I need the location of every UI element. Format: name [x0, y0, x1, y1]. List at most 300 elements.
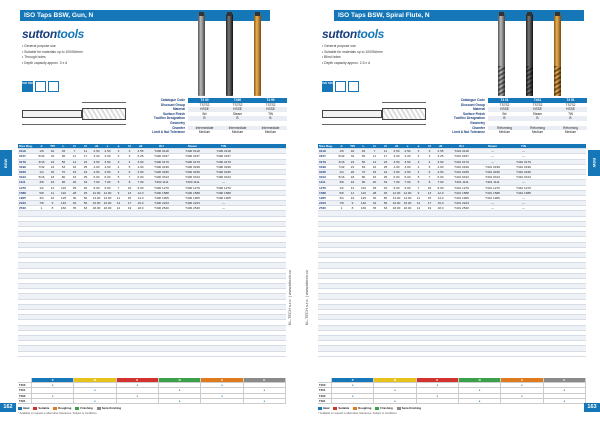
- table-cell: 56: [83, 201, 88, 206]
- size-table: [318, 144, 586, 357]
- spec-label: Discount Group: [460, 102, 485, 107]
- table-cell: 12.00: [403, 190, 412, 195]
- spec-value: HSSE: [188, 107, 221, 112]
- table-cell: 140: [60, 201, 67, 206]
- table-cell: 3: [117, 149, 120, 154]
- table-cell: 2.50: [393, 149, 400, 154]
- material-group-k: K: [417, 378, 459, 382]
- grid-row-label: T490: [18, 394, 32, 398]
- table-cell: —: [221, 206, 226, 211]
- table-header-cell: Steam: [487, 144, 498, 148]
- table-cell: T401 1270: [454, 185, 469, 190]
- table-cell: —: [521, 154, 526, 159]
- spec-value: HSSE: [521, 107, 554, 112]
- table-cell: T490 0179: [216, 159, 231, 164]
- table-cell: 1/8: [39, 149, 44, 154]
- table-cell: 5/8: [39, 190, 44, 195]
- table-cell: 1111: [19, 180, 26, 185]
- table-cell: T400 0236: [185, 169, 200, 174]
- table-cell: 25: [83, 164, 88, 169]
- table-cell: T400 0236: [154, 169, 169, 174]
- table-cell: 16.00: [392, 201, 401, 206]
- table-cell: 5/32: [38, 154, 45, 159]
- grid-cell: [117, 399, 159, 403]
- table-cell: 18.0: [137, 206, 144, 211]
- table-header-cell: Steam: [187, 144, 198, 148]
- table-cell: 7/8: [39, 201, 44, 206]
- grid-cell: [544, 394, 586, 398]
- grid-cell: [374, 394, 416, 398]
- table-cell: 45: [83, 190, 88, 195]
- table-cell: T400 0313: [154, 175, 169, 180]
- table-cell: T400 0118: [185, 149, 200, 154]
- spec-label: Catalogue Code: [460, 98, 485, 102]
- table-cell: 4.50: [137, 169, 144, 174]
- table-cell: —: [221, 201, 226, 206]
- table-cell: —: [490, 206, 495, 211]
- spec-value: B: [488, 116, 521, 121]
- table-cell: 5/16: [38, 175, 45, 180]
- tap-image-bright: [198, 14, 205, 96]
- table-cell: 0199: [319, 164, 326, 169]
- table-header-cell: l1: [373, 144, 376, 148]
- table-cell: 15: [127, 195, 132, 200]
- table-cell: 4: [417, 164, 420, 169]
- table-cell: T491 0236: [516, 169, 531, 174]
- table-cell: 35: [72, 206, 77, 211]
- table-cell: 22: [383, 159, 388, 164]
- table-cell: 3.50: [104, 159, 111, 164]
- table-cell: 10: [350, 195, 355, 200]
- diagram-thread: [382, 108, 426, 120]
- table-cell: 30: [72, 195, 77, 200]
- table-cell: 12.0: [137, 190, 144, 195]
- table-cell: 1/2: [339, 185, 344, 190]
- table-cell: 63: [83, 206, 88, 211]
- table-cell: 7: [428, 175, 431, 180]
- feature-list: [22, 44, 83, 66]
- table-cell: T490 1905: [216, 195, 231, 200]
- table-cell: 25: [83, 175, 88, 180]
- legend-key-label: Suitable: [38, 406, 50, 410]
- table-cell: 18.00: [392, 206, 401, 211]
- table-cell: 7: [417, 185, 420, 190]
- grid-cell: [32, 399, 74, 403]
- spec-value: TS7S2: [499, 102, 510, 107]
- table-cell: 0236: [319, 169, 326, 174]
- legend-key-item: [375, 406, 392, 410]
- table-cell: T400 2540: [185, 206, 200, 211]
- blind-hole-icon: [348, 81, 359, 92]
- table-blank-row: [318, 352, 586, 357]
- table-cell: 12: [416, 201, 421, 206]
- grid-row-label: T491: [18, 399, 32, 403]
- table-cell: 16: [50, 180, 55, 185]
- legend-key-label: Ideal: [23, 406, 30, 410]
- legend-key-item: [333, 406, 349, 410]
- table-cell: 20: [350, 169, 355, 174]
- table-cell: 46: [61, 149, 66, 154]
- table-cell: 40: [350, 149, 355, 154]
- grid-cell: [74, 388, 116, 392]
- spec-value: Medium: [564, 130, 577, 135]
- table-cell: —: [490, 149, 495, 154]
- table-cell: 9: [117, 190, 120, 195]
- table-cell: 4.50: [437, 169, 444, 174]
- table-cell: 9: [417, 190, 420, 195]
- table-cell: 3.60: [137, 159, 144, 164]
- table-cell: T401 1905: [454, 195, 469, 200]
- spec-value: TS7S2: [232, 102, 243, 107]
- table-cell: 2223: [319, 201, 326, 206]
- table-cell: 3.50: [393, 159, 400, 164]
- table-cell: 7/8: [339, 201, 344, 206]
- table-cell: T401 0199: [485, 164, 500, 169]
- table-cell: 6.00: [404, 175, 411, 180]
- table-cell: 16: [72, 164, 77, 169]
- spec-value: Steam: [232, 111, 243, 116]
- table-cell: 3: [117, 159, 120, 164]
- table-cell: 7/32: [338, 164, 345, 169]
- table-cell: 3.50: [93, 159, 100, 164]
- material-group-s: S: [501, 378, 543, 382]
- distributor-url: KL-TECH s.r.o. | www.kltech.cz: [287, 270, 292, 326]
- table-cell: —: [490, 201, 495, 206]
- table-header-cell: d2: [438, 144, 443, 148]
- table-cell: 18: [350, 175, 355, 180]
- table-cell: 63: [361, 164, 366, 169]
- table-cell: 4: [128, 159, 131, 164]
- table-cell: 56: [383, 201, 388, 206]
- table-cell: 3/4: [39, 195, 44, 200]
- table-cell: T400 1905: [154, 195, 169, 200]
- grid-row: [318, 399, 586, 404]
- spec-table: [140, 98, 290, 135]
- spec-value: HSSE: [254, 107, 287, 112]
- feature-item: • General purpose use: [22, 44, 83, 50]
- iso-standard-badge: ISO 529: [22, 81, 33, 92]
- through-hole-icon: [48, 81, 59, 92]
- spec-value: T4 01: [488, 98, 521, 103]
- grid-cell: [501, 399, 543, 403]
- table-cell: 7.00: [104, 180, 111, 185]
- legend-key: [18, 406, 121, 410]
- grid-cell: [201, 388, 243, 392]
- table-cell: T401 1588: [485, 190, 500, 195]
- section-tab: BSW: [588, 150, 600, 176]
- legend-key-label: Semi-finishing: [401, 406, 422, 410]
- table-cell: 125: [60, 195, 67, 200]
- table-cell: T401 0179: [454, 159, 469, 164]
- table-cell: 19: [127, 206, 132, 211]
- table-cell: T400 0199: [154, 164, 169, 169]
- tool-images: [488, 14, 578, 96]
- table-cell: T401 0118: [454, 149, 469, 154]
- spec-value: Medium: [264, 130, 277, 135]
- table-cell: 22: [83, 159, 88, 164]
- grid-cell: [244, 388, 286, 392]
- table-cell: 16.0: [437, 201, 444, 206]
- table-cell: 3: [428, 149, 431, 154]
- table-cell: T401 0313: [485, 175, 500, 180]
- material-group-m: M: [74, 378, 116, 382]
- table-cell: T491 1270: [516, 185, 531, 190]
- thread-form-icon: [335, 81, 346, 92]
- feature-item: • Depth capacity approx. 3 x d: [22, 61, 83, 67]
- tap-dimension-diagram: [22, 98, 130, 130]
- table-cell: 5: [417, 180, 420, 185]
- spec-value: TS7S2: [265, 102, 276, 107]
- spec-row: [140, 130, 290, 135]
- material-group-p: P: [32, 378, 74, 382]
- table-header-cell: d2: [138, 144, 143, 148]
- grid-cell: [374, 399, 416, 403]
- grid-row-label: T401: [18, 388, 32, 392]
- table-cell: 3/4: [339, 195, 344, 200]
- material-group-s: S: [201, 378, 243, 382]
- table-cell: T401 1588: [454, 190, 469, 195]
- table-cell: 12: [116, 201, 121, 206]
- material-group-k: K: [117, 378, 159, 382]
- table-cell: 4.00: [393, 164, 400, 169]
- table-header-cell: Size Reg.: [19, 144, 33, 148]
- grid-cell: [374, 383, 416, 387]
- table-cell: 14.00: [392, 195, 401, 200]
- table-cell: 8: [128, 180, 131, 185]
- table-cell: 8: [428, 180, 431, 185]
- table-cell: T400 2223: [185, 201, 200, 206]
- page-number: 162: [0, 403, 16, 412]
- table-header-cell: d: [340, 144, 343, 148]
- table-cell: 28: [72, 190, 77, 195]
- table-cell: —: [490, 154, 495, 159]
- table-cell: 25: [72, 185, 77, 190]
- table-header-cell: l3: [428, 144, 431, 148]
- table-cell: 11: [372, 154, 377, 159]
- table-cell: 6.00: [93, 175, 100, 180]
- grid-cell: [374, 388, 416, 392]
- table-header-cell: a: [417, 144, 420, 148]
- table-cell: 7.00: [137, 180, 144, 185]
- table-cell: 5: [428, 164, 431, 169]
- table-cell: T400 0313: [185, 175, 200, 180]
- table-cell: 63: [61, 164, 66, 169]
- table-cell: 13: [427, 190, 432, 195]
- spec-value: T4 90: [254, 98, 287, 103]
- table-cell: 12: [350, 185, 355, 190]
- grid-cell: [417, 388, 459, 392]
- table-cell: 3/8: [339, 180, 344, 185]
- table-cell: T490 1588: [216, 190, 231, 195]
- grid-cell: [117, 383, 159, 387]
- table-cell: 0179: [319, 159, 326, 164]
- table-cell: 11: [116, 195, 121, 200]
- grid-cell: [201, 383, 243, 387]
- spec-label: Material: [472, 107, 485, 112]
- spec-value: TS7S2: [199, 102, 210, 107]
- table-cell: 1: [40, 206, 43, 211]
- table-cell: 4.00: [93, 164, 100, 169]
- table-cell: 3: [128, 154, 131, 159]
- table-cell: 17: [427, 201, 432, 206]
- table-cell: T491 0313: [516, 175, 531, 180]
- spec-value: TS7S2: [565, 102, 576, 107]
- table-header-cell: s: [406, 144, 409, 148]
- table-cell: 40: [383, 185, 388, 190]
- table-cell: 9.00: [137, 185, 144, 190]
- table-cell: 24: [383, 169, 388, 174]
- table-cell: 1/4: [339, 169, 344, 174]
- material-group-h: H: [544, 378, 586, 382]
- feature-item: • Through holes: [22, 55, 83, 61]
- table-cell: 7.00: [393, 180, 400, 185]
- table-cell: 40: [83, 185, 88, 190]
- table-cell: 4: [428, 159, 431, 164]
- table-cell: 1588: [19, 190, 26, 195]
- table-cell: 6: [128, 169, 131, 174]
- table-cell: 11: [416, 195, 421, 200]
- table-cell: T491 0179: [516, 159, 531, 164]
- spec-table: [440, 98, 590, 135]
- legend-key-item: [53, 406, 71, 410]
- tap-image-steam: [226, 14, 233, 96]
- table-cell: 14: [372, 159, 377, 164]
- grid-cell: [417, 383, 459, 387]
- table-cell: 4: [417, 169, 420, 174]
- table-cell: 0313: [319, 175, 326, 180]
- table-cell: 46: [361, 149, 366, 154]
- table-cell: T401 1905: [485, 195, 500, 200]
- table-cell: 110: [361, 185, 366, 190]
- table-cell: 8: [51, 206, 54, 211]
- legend-swatch: [33, 407, 37, 410]
- spec-value: B: [554, 116, 587, 121]
- table-cell: —: [521, 201, 526, 206]
- grid-cell: [74, 399, 116, 403]
- table-cell: 3.25: [437, 154, 444, 159]
- grid-cell: [544, 388, 586, 392]
- table-cell: 1: [340, 206, 343, 211]
- table-cell: 10: [427, 185, 432, 190]
- table-header-cell: l3: [128, 144, 131, 148]
- table-cell: 11: [350, 190, 355, 195]
- table-cell: 4.50: [104, 169, 111, 174]
- table-cell: T491 0199: [516, 164, 531, 169]
- feature-item: • Suitable for materials up to 1000N/mm²: [22, 50, 83, 56]
- legend-swatch: [397, 407, 401, 410]
- table-cell: T490 0199: [216, 164, 231, 169]
- tap-image-steam: [526, 14, 533, 96]
- logo-part-a: sutton: [22, 27, 57, 41]
- spec-value: TS7S2: [532, 102, 543, 107]
- grid-corner: [318, 378, 332, 382]
- table-cell: 14.00: [103, 195, 112, 200]
- table-cell: 5/32: [338, 154, 345, 159]
- table-cell: 16.00: [92, 201, 101, 206]
- table-cell: 7.00: [404, 180, 411, 185]
- grid-cell: [117, 388, 159, 392]
- table-cell: 12.00: [92, 190, 101, 195]
- table-cell: T401 0199: [454, 164, 469, 169]
- table-cell: T400 1111: [185, 180, 200, 185]
- spec-value: HSSE: [554, 107, 587, 112]
- spec-value: Intermediate: [188, 126, 221, 131]
- table-cell: —: [521, 180, 526, 185]
- table-cell: T400 1905: [185, 195, 200, 200]
- table-cell: 25: [372, 185, 377, 190]
- table-header-cell: l2: [384, 144, 387, 148]
- table-cell: 9.00: [393, 185, 400, 190]
- feature-list: [322, 44, 383, 66]
- table-cell: 7/32: [38, 164, 45, 169]
- grid-cell: [417, 394, 459, 398]
- table-cell: 3.20: [404, 154, 411, 159]
- table-cell: 50: [61, 154, 66, 159]
- spec-value: Medium: [198, 130, 211, 135]
- table-cell: T400 1588: [185, 190, 200, 195]
- table-cell: 8: [351, 206, 354, 211]
- table-cell: T400 1270: [185, 185, 200, 190]
- table-cell: —: [221, 180, 226, 185]
- table-cell: 15: [372, 169, 377, 174]
- table-cell: T400 2540: [154, 206, 169, 211]
- table-cell: 35: [372, 206, 377, 211]
- table-cell: 14: [116, 206, 121, 211]
- grid-cell: [459, 399, 501, 403]
- table-cell: 3.25: [137, 154, 144, 159]
- legend-swatch: [318, 407, 322, 410]
- spec-label: Material: [172, 107, 185, 112]
- spec-value: HSSE: [221, 107, 254, 112]
- legend-key-label: Ideal: [323, 406, 330, 410]
- grid-cell: [32, 394, 74, 398]
- spec-label: Toolflex Designation: [453, 116, 485, 121]
- spec-label: Geometry: [170, 120, 185, 125]
- table-header-cell: Brt: [459, 144, 464, 148]
- table-cell: 12: [50, 185, 55, 190]
- table-cell: 2540: [319, 206, 326, 211]
- spec-value: Brt: [202, 111, 207, 116]
- table-cell: 16.00: [403, 201, 412, 206]
- table-header-cell: Size Reg.: [319, 144, 333, 148]
- table-cell: 9.00: [93, 185, 100, 190]
- table-cell: T401 2540: [454, 206, 469, 211]
- spec-label: Surface Finish: [463, 111, 485, 116]
- table-cell: 14.00: [92, 195, 101, 200]
- table-cell: 11: [72, 154, 77, 159]
- grid-cell: [244, 383, 286, 387]
- table-cell: 0157: [319, 154, 326, 159]
- spec-value: Brt: [502, 111, 507, 116]
- table-blank-row: [18, 352, 286, 357]
- table-cell: 6.00: [437, 175, 444, 180]
- table-cell: 70: [61, 169, 66, 174]
- material-group-h: H: [244, 378, 286, 382]
- table-cell: T401 1111: [454, 180, 469, 185]
- table-cell: T401 0236: [454, 169, 469, 174]
- table-cell: T490 0157: [216, 154, 231, 159]
- grid-cell: [501, 388, 543, 392]
- table-cell: 2.55: [137, 149, 144, 154]
- table-cell: 10: [127, 185, 132, 190]
- table-cell: 16.00: [103, 201, 112, 206]
- table-cell: 20: [372, 180, 377, 185]
- spec-value: B: [188, 116, 221, 121]
- table-cell: 32: [50, 154, 55, 159]
- table-cell: 1905: [319, 195, 326, 200]
- legend-key-label: Semi-finishing: [101, 406, 122, 410]
- page-number: 163: [584, 403, 600, 412]
